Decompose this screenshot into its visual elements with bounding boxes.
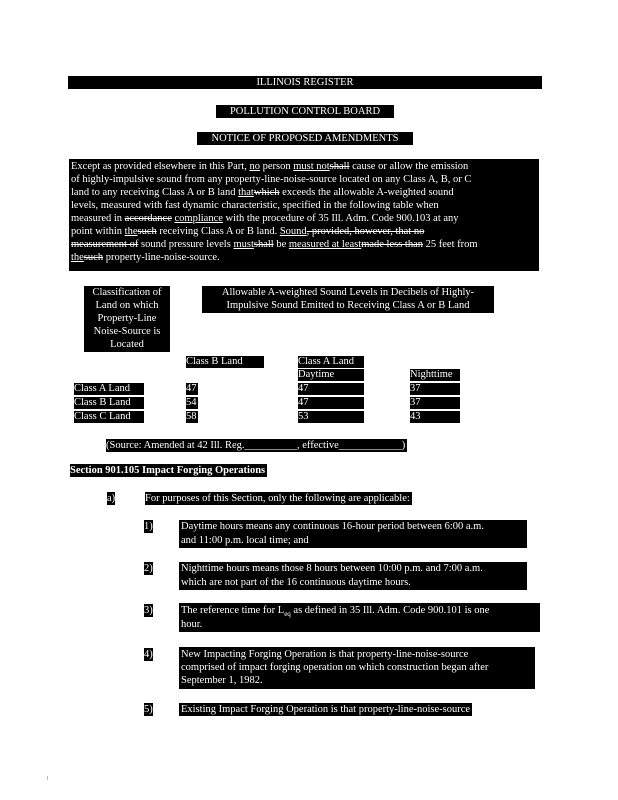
paragraph-line-7: measurement of sound pressure levels mustshall be measured at leastmade less than 25 feet from (71, 239, 478, 250)
row-label: Class A Land (74, 383, 144, 395)
paragraph-line-8: thesuch property-line-noise-source. (71, 252, 220, 263)
item-4-line: September 1, 1982. (181, 675, 263, 686)
item-3-line: hour. (181, 619, 203, 630)
item-1-line: and 11:00 p.m. local time; and (181, 535, 309, 546)
paragraph-line-4: levels, measured with fast dynamic characteristic, specified in the following table when (71, 200, 439, 211)
paragraph-line-3: land to any receiving Class A or B land thatwhich exceeds the allowable A-weighted sound (71, 187, 454, 198)
col-class-a-header: Class A Land (298, 356, 364, 368)
class-a-day-value: 47 (298, 383, 364, 395)
item-4-line: New Impacting Forging Operation is that property-line-noise-source (181, 649, 469, 660)
class-a-day-value: 47 (298, 397, 364, 409)
row-label: Class C Land (74, 411, 144, 423)
paragraph-line-6: point within thesuch receiving Class A or B land. Sound, provided, however, that no (71, 226, 425, 237)
allowable-header (202, 286, 494, 313)
classification-header-line: Located (110, 339, 144, 350)
col-nighttime-header: Nighttime (410, 369, 460, 381)
subsection-a-text: For purposes of this Section, only the following are applicable: (145, 493, 410, 504)
item-2-line: Nighttime hours means those 8 hours between 10:00 p.m. and 7:00 a.m. (181, 563, 483, 574)
item-5-line: Existing Impact Forging Operation is that property-line-noise-source (181, 704, 471, 715)
item-5-label: 5) (144, 704, 153, 715)
section-title: Section 901.105 Impact Forging Operations (70, 465, 266, 476)
register-header: ILLINOIS REGISTER (68, 76, 542, 89)
class-b-value: 47 (186, 383, 197, 394)
classification-header-line: Land on which (95, 300, 159, 311)
board-header: POLLUTION CONTROL BOARD (216, 105, 394, 118)
item-3-label: 3) (144, 605, 153, 616)
subsection-a-label: a) (107, 493, 116, 504)
class-a-night-value: 37 (410, 397, 460, 409)
item-4-label: 4) (144, 649, 153, 660)
item-2-line: which are not part of the 16 continuous daytime hours. (181, 577, 411, 588)
classification-header (84, 286, 170, 352)
paragraph-line-5: measured in accordance compliance with the procedure of 35 Ill. Adm. Code 900.103 at any (71, 213, 459, 224)
col-class-b-header: Class B Land (186, 356, 264, 368)
classification-header-line: Classification of (92, 287, 162, 298)
allowable-header-line: Allowable A-weighted Sound Levels in Decibels of Highly- (221, 287, 475, 298)
col-daytime-header: Daytime (298, 369, 364, 381)
scan-mark (47, 776, 48, 780)
class-b-value: 58 (186, 411, 197, 422)
class-a-night-value: 37 (410, 383, 460, 395)
classification-header-line: Noise-Source is (93, 326, 161, 337)
item-1-label: 1) (144, 521, 153, 532)
item-1-line: Daytime hours means any continuous 16-hour period between 6:00 a.m. (181, 521, 484, 532)
paragraph-line-2: of highly-impulsive sound from any property-line-noise-source located on any Class A, B, or C (71, 174, 472, 185)
class-a-night-value: 43 (410, 411, 460, 423)
notice-header: NOTICE OF PROPOSED AMENDMENTS (197, 132, 413, 145)
allowable-header-line: Impulsive Sound Emitted to Receiving Class A or B Land (226, 300, 470, 311)
class-a-day-value: 53 (298, 411, 364, 423)
row-label: Class B Land (74, 397, 144, 409)
paragraph-line-1: Except as provided elsewhere in this Part, no person must notshall cause or allow the emission (71, 161, 469, 172)
item-3-line: The reference time for $L_{eq}$ as defined in 35 Ill. Adm. Code 900.101 is one (181, 605, 490, 619)
item-4-line: comprised of impact forging operation on which construction began after (181, 662, 489, 673)
item-2-label: 2) (144, 563, 153, 574)
source-note: (Source: Amended at 42 Ill. Reg.__________, effective____________) (106, 440, 406, 451)
class-b-value: 54 (186, 397, 197, 408)
classification-header-line: Property-Line (97, 313, 157, 324)
